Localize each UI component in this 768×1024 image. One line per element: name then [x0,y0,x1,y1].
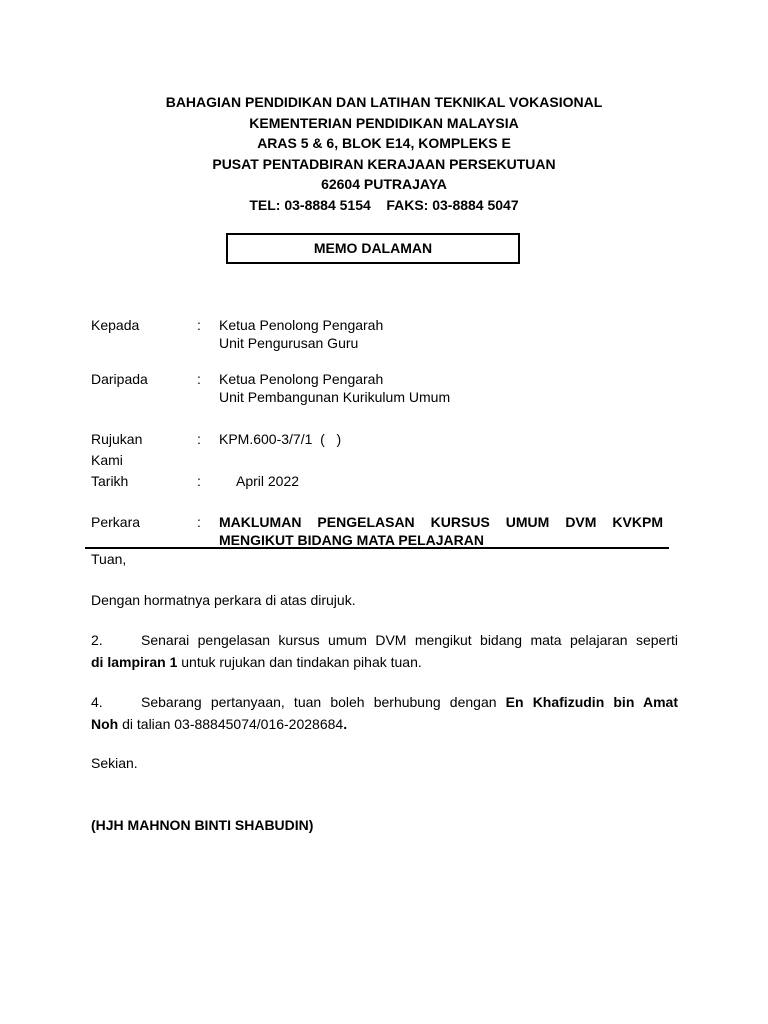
ministry-name: KEMENTERIAN PENDIDIKAN MALAYSIA [249,114,519,131]
letterhead [0,92,768,216]
paragraph-4-text-2: di talian 03-88845074/016-2028684 [118,716,344,732]
kepada-label: Kepada [91,317,140,333]
salutation: Tuan, [91,551,127,567]
paragraph-4-contact-name-2: Noh [91,716,119,732]
opening-paragraph: Dengan hormatnya perkara di atas dirujuk. [91,592,356,608]
paragraph-4-contact-name-1: En Khafizudin bin Amat [505,694,679,710]
tarikh-value: April 2022 [236,473,300,489]
daripada-value-line1: Ketua Penolong Pengarah [219,371,384,387]
paragraph-4-end: . [343,716,348,732]
paragraph-4 [91,691,678,735]
department-name: BAHAGIAN PENDIDIKAN DAN LATIHAN TEKNIKAL VOKASIONAL [165,94,603,110]
daripada-colon: : [197,371,201,387]
rujukan-label-line1: Rujukan [91,431,143,447]
kepada-value-line2: Unit Pengurusan Guru [219,335,359,351]
rujukan-colon: : [197,431,201,447]
memo-title-box [226,233,520,264]
kepada-value-line1: Ketua Penolong Pengarah [219,317,384,333]
paragraph-4-text-1: Sebarang pertanyaan, tuan boleh berhubung dengan [141,694,506,710]
rujukan-value: KPM.600-3/7/1 ( ) [219,431,342,447]
paragraph-4-number: 4. [91,694,103,710]
paragraph-2-text-2: untuk rujukan dan tindakan pihak tuan. [177,654,422,670]
address-line-2: PUSAT PENTADBIRAN KERAJAAN PERSEKUTUAN [212,155,556,172]
memo-title: MEMO DALAMAN [313,240,433,256]
paragraph-2-attachment: di lampiran 1 [91,654,178,670]
kepada-colon: : [197,317,201,333]
tarikh-colon: : [197,473,201,489]
perkara-value [219,513,663,549]
daripada-label: Daripada [91,371,148,387]
perkara-label: Perkara [91,514,141,530]
paragraph-2-text-1: Senarai pengelasan kursus umum DVM mengikut bidang mata pelajaran seperti [141,632,678,648]
signatory-name: (HJH MAHNON BINTI SHABUDIN) [91,817,314,833]
rujukan-label-line2: Kami [91,452,123,468]
daripada-value-line2: Unit Pembangunan Kurikulum Umum [219,389,451,405]
address-line-1: ARAS 5 & 6, BLOK E14, KOMPLEKS E [257,135,511,152]
contact-numbers: TEL: 03-8884 5154 FAKS: 03-8884 5047 [249,196,519,213]
paragraph-2 [91,629,678,673]
tarikh-label: Tarikh [91,473,129,489]
perkara-colon: : [197,514,201,530]
perkara-value-line1: MAKLUMAN PENGELASAN KURSUS UMUM DVM KVKPM [219,514,663,530]
closing: Sekian. [91,755,138,771]
perkara-value-line2: MENGIKUT BIDANG MATA PELAJARAN [219,532,484,548]
address-postcode: 62604 PUTRAJAYA [321,176,447,193]
paragraph-2-number: 2. [91,632,103,648]
